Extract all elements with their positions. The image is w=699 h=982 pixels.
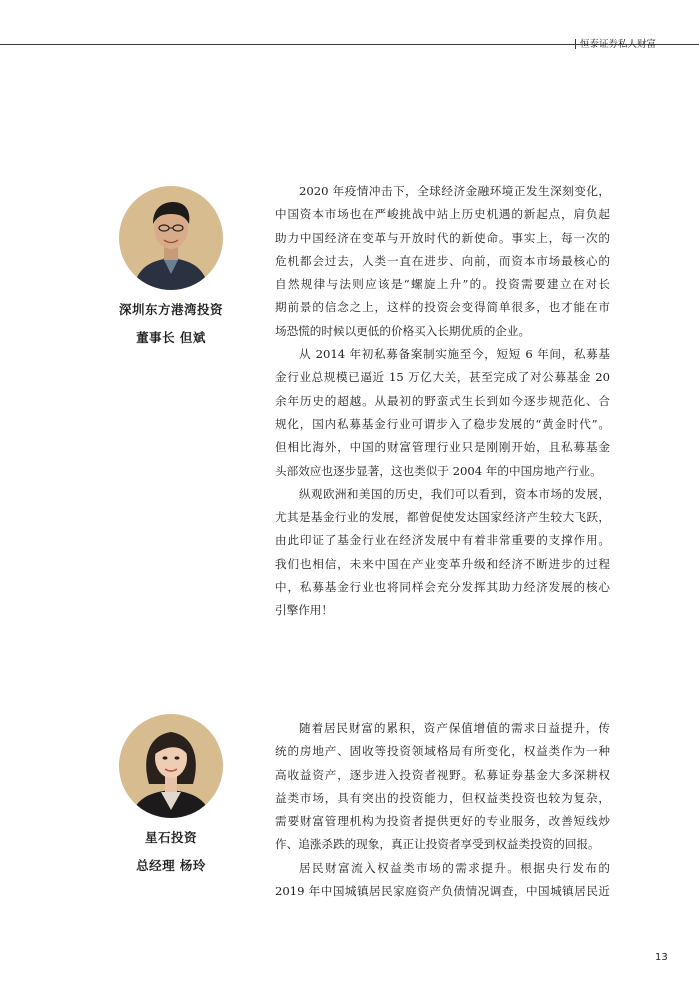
text-line: 从 2014 年初私募备案制实施至今，短短 6 年间，私募基 (299, 347, 610, 362)
profile-card-2 (96, 714, 246, 874)
text-line: 中，私募基金行业也将同样会充分发挥其助力经济发展的核心 (275, 580, 610, 595)
paragraph (275, 343, 610, 483)
text-line: 2020 年疫情冲击下，全球经济金融环境正发生深刻变化， (299, 184, 610, 198)
paragraph (275, 857, 610, 904)
text-line: 统的房地产、固收等投资领域格局有所变化，权益类作为一种 (275, 744, 610, 759)
avatar (119, 186, 223, 290)
text-line: 中国资本市场也在严峻挑战中站上历史机遇的新起点，肩负起 (275, 207, 610, 222)
text-line: 场恐慌的时候以更低的价格买入长期优质的企业。 (275, 323, 531, 338)
text-line: 作、追涨杀跌的现象，真正让投资者享受到权益类投资的回报。 (275, 837, 600, 852)
paragraph (275, 180, 610, 343)
text-line: 金行业总规模已逼近 15 万亿大关，甚至完成了对公募基金 20 (275, 370, 610, 385)
text-line: 危机都会过去，人类一直在进步、向前，而资本市场最核心的 (275, 253, 610, 268)
person-name-title: 总经理 杨玲 (136, 858, 206, 873)
text-line: 2019 年中国城镇居民家庭资产负债情况调查，中国城镇居民近 (275, 884, 610, 899)
person-name-title: 董事长 但斌 (136, 330, 206, 345)
text-line: 引擎作用！ (275, 603, 333, 618)
text-line: 但相比海外，中国的财富管理行业只是刚刚开始，且私募基金 (275, 440, 610, 455)
text-line: 期前景的信念之上，这样的投资会变得简单很多，也才能在市 (275, 300, 610, 315)
text-line: 我们也相信，未来中国在产业变革升级和经济不断进步的过程 (275, 556, 610, 571)
text-line: 尤其是基金行业的发展，都曾促使发达国家经济产生较大飞跃， (275, 510, 610, 525)
profile-card-1 (96, 186, 246, 346)
text-line: 自然规律与法则应该是“螺旋上升”的。投资需要建立在对长 (275, 277, 610, 292)
text-line: 居民财富流入权益类市场的需求提升。根据央行发布的 (299, 860, 610, 875)
avatar (119, 714, 223, 818)
text-line: 助力中国经济在变革与开放时代的新使命。事实上，每一次的 (275, 230, 610, 245)
article-2 (275, 717, 610, 903)
header-title: 恒泰证券私人财富 (580, 39, 657, 50)
text-line: 随着居民财富的累积，资产保值增值的需求日益提升，传 (299, 721, 610, 735)
page-number: 13 (655, 952, 668, 963)
text-line: 高收益资产，逐步进入投资者视野。私募证券基金大多深耕权 (275, 767, 610, 782)
article-1 (275, 180, 610, 623)
org-name: 深圳东方港湾投资 (118, 302, 223, 317)
paragraph (275, 717, 610, 857)
text-line: 头部效应也逐步显著，这也类似于 2004 年的中国房地产行业。 (275, 463, 602, 478)
paragraph (275, 483, 610, 623)
text-line: 余年历史的超越。从最初的野蛮式生长到如今逐步规范化、合 (275, 393, 610, 408)
text-line: 益类市场，具有突出的投资能力，但权益类投资也较为复杂， (275, 790, 610, 805)
org-name: 星石投资 (144, 830, 197, 845)
text-line: 由此印证了基金行业在经济发展中有着非常重要的支撑作用。 (275, 533, 610, 548)
text-line: 纵观欧洲和美国的历史，我们可以看到，资本市场的发展， (299, 486, 610, 501)
portrait-male-icon (119, 186, 223, 290)
text-line: 规化，国内私募基金行业可谓步入了稳步发展的“黄金时代”。 (275, 416, 610, 431)
text-line: 需要财富管理机构为投资者提供更好的专业服务，改善短线炒 (275, 814, 610, 829)
portrait-female-icon (119, 714, 223, 818)
header-separator (575, 39, 576, 49)
